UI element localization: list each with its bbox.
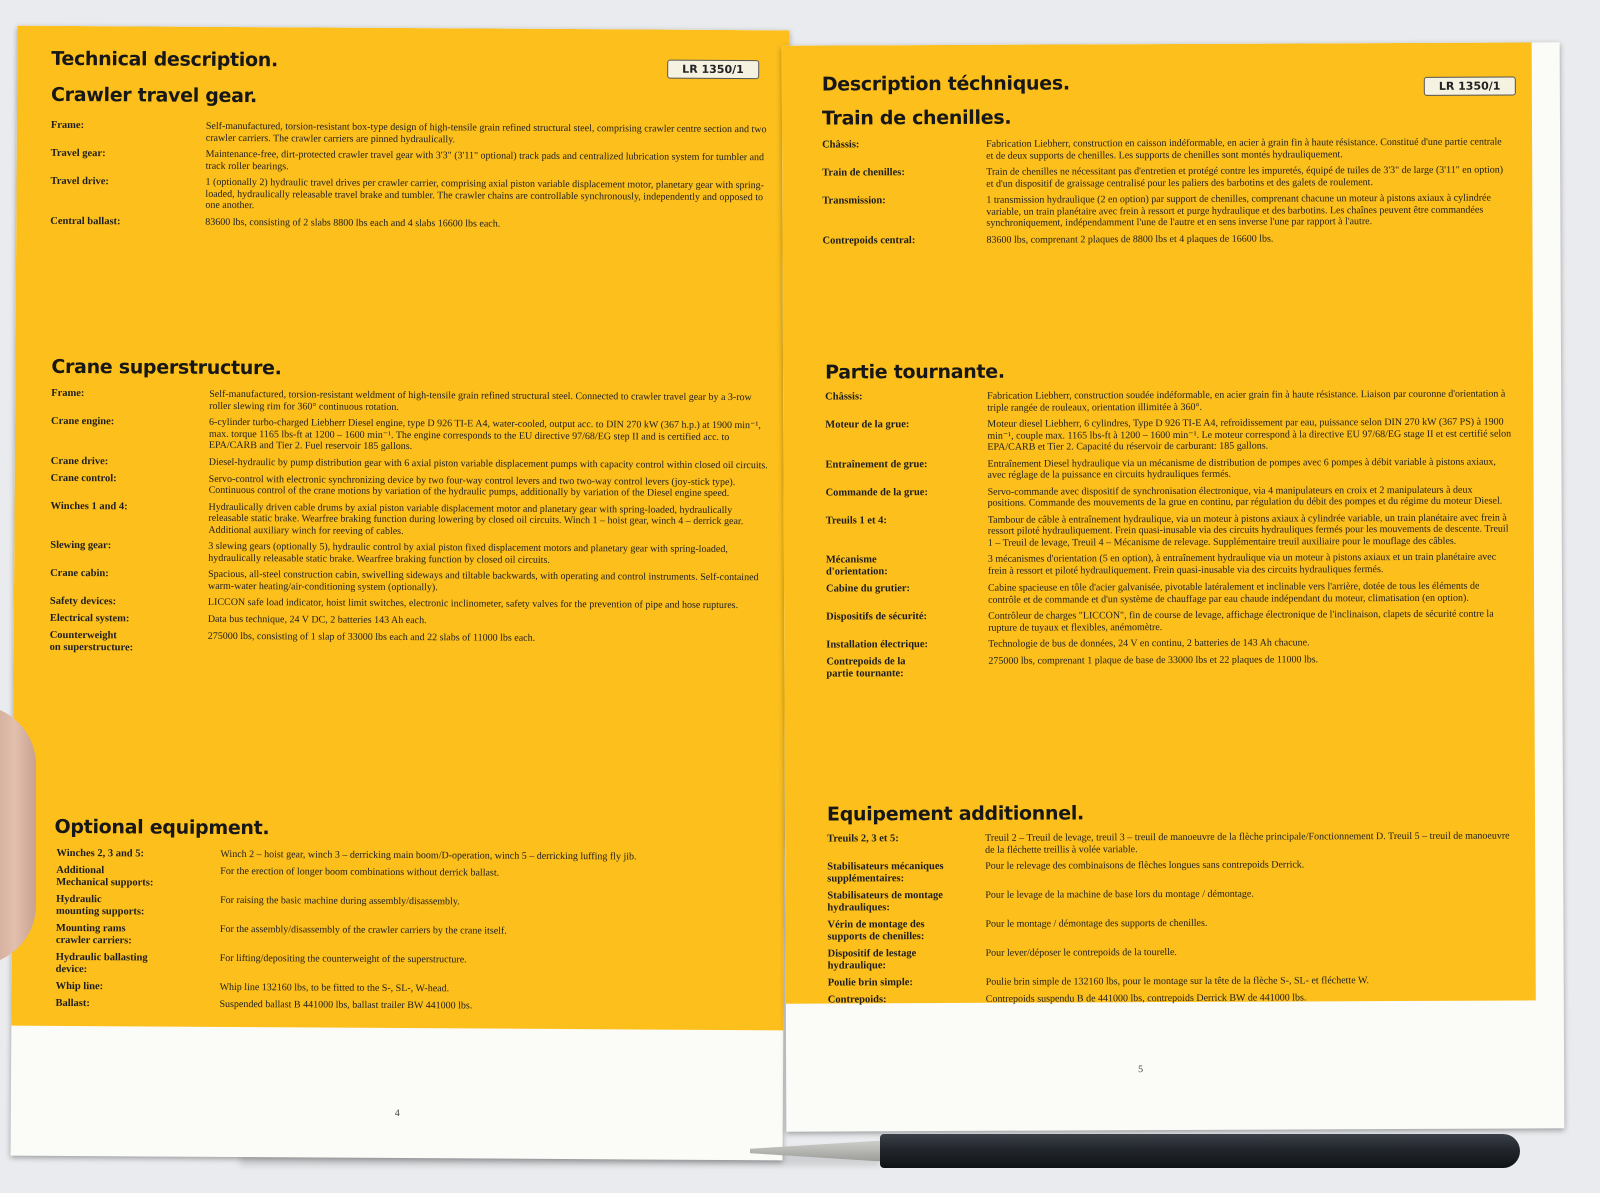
spec-label: Stabilisateurs de montage hydrauliques: — [827, 890, 943, 914]
spec-row — [826, 581, 1512, 607]
spec-value: Pour le levage de la machine de base lors du montage / démontage. — [985, 888, 1254, 901]
spec-value: Fabrication Liebherr, construction en caisson indéformable, en acier à grain fin à haute résistance. Constitué d'une partie centrale et de deux supports de chenilles. Les supports de chenilles sont montés hydrauliquement. — [986, 136, 1502, 162]
spec-row — [825, 389, 1511, 415]
spec-label: Entraînement de grue: — [825, 458, 928, 471]
spec-value: For lifting/depositing the counterweight of the superstructure. — [219, 952, 467, 966]
spec-label: Crane cabin: — [50, 567, 109, 580]
spec-value: 83600 lbs, consisting of 2 slabs 8800 lbs each and 4 slabs 16600 lbs each. — [205, 216, 501, 230]
spec-label: Transmission: — [822, 195, 886, 207]
spec-value: 83600 lbs, comprenant 2 plaques de 8800 lbs et 4 plaques de 16600 lbs. — [986, 233, 1274, 246]
spec-label: Frame: — [51, 387, 85, 400]
spec-value: LICCON safe load indicator, hoist limit switches, electronic inclinometer, safety valves for the prevention of pipe and hose ruptures. — [207, 596, 739, 612]
spec-label: Additional Mechanical supports: — [56, 864, 154, 889]
spec-label: Frame: — [50, 119, 85, 132]
spec-label: Dispositif de lestage hydraulique: — [827, 948, 917, 972]
spec-label: Vérin de montage des supports de chenilles: — [827, 919, 925, 943]
spec-row — [56, 981, 766, 997]
spec-label: Commande de la grue: — [825, 486, 928, 499]
right-title-train: Train de chenilles. — [821, 106, 1012, 130]
spec-value: Diesel-hydraulic by pump distribution gear with 6 axial piston variable displacement pumps with capacity control within closed oil circuits. — [208, 456, 768, 471]
spec-row — [51, 148, 771, 175]
spec-row — [826, 484, 1512, 510]
spec-row — [56, 952, 766, 980]
spec-row — [50, 596, 768, 612]
spec-label: Contrepoids central: — [822, 234, 916, 247]
spec-row — [50, 176, 770, 215]
right-optional-specs — [827, 831, 1514, 1012]
spec-label: Châssis: — [822, 139, 860, 151]
spec-label: Train de chenilles: — [822, 167, 905, 179]
spec-row — [825, 417, 1511, 454]
spec-value: 275000 lbs, comprenant 1 plaque de base de 33000 lbs et 22 plaques de 11000 lbs. — [988, 654, 1319, 667]
spec-label: Central ballast: — [50, 215, 121, 227]
spec-value: For the erection of longer boom combinations without derrick ballast. — [220, 865, 500, 879]
spec-label: Dispositifs de sécurité: — [826, 611, 928, 623]
spec-row — [822, 193, 1510, 231]
spec-row — [50, 630, 768, 658]
right-title-equipement: Equipement additionnel. — [826, 802, 1085, 826]
spec-value: Data bus technique, 24 V DC, 2 batteries 143 Ah each. — [207, 613, 427, 627]
spec-value: Self-manufactured, torsion-resistant weldment of high-tensile grain refined structural steel. Connected to crawler travel gear by a 3-row roller slewing rim for 360° continuous rotation. — [209, 388, 752, 413]
left-crane-specs — [50, 388, 770, 663]
right-title-description: Description téchniques. — [821, 72, 1070, 96]
spec-value: Spacious, all-steel construction cabin, swivelling sideways and tiltable backwards, with operating and control instruments. Self-contained warm-water heating/air-conditioning system (optionally). — [208, 568, 759, 593]
spec-row — [50, 500, 768, 539]
spec-label: Slewing gear: — [50, 539, 112, 552]
spec-label: Electrical system: — [49, 612, 130, 625]
spec-row — [828, 946, 1514, 973]
left-page-number: 4 — [394, 1107, 400, 1120]
spec-row — [50, 215, 770, 231]
spec-value: Poulie brin simple de 132160 lbs, pour le montage sur la tête de la flèche S-, SL- et fléchette W. — [985, 975, 1369, 988]
spec-row — [826, 512, 1512, 549]
left-page — [11, 26, 790, 1161]
spec-value: Train de chenilles ne nécessitant pas d'entretien et protégé contre les impuretés, équipé de tuiles de 3'3" de large (3'11" en option) et d'un dispositif de graissage centralisé pour les paliers des barbotins et des galets de roulement. — [986, 164, 1504, 190]
right-crane-specs — [825, 389, 1512, 686]
pen — [880, 1134, 1520, 1168]
thumb — [0, 705, 36, 965]
spec-label: Mounting rams crawler carriers: — [55, 922, 132, 947]
spec-value: Maintenance-free, dirt-protected crawler travel gear with 3'3" (3'11" optional) track pads and centralized lubrication system for tumbler and track roller bearings. — [205, 148, 765, 172]
spec-row — [826, 609, 1512, 635]
right-white-strip — [786, 1000, 1565, 1131]
spec-label: Travel drive: — [50, 175, 109, 188]
spec-row — [826, 552, 1512, 579]
spec-value: Entraînement Diesel hydraulique via un mécanisme de distribution de pompes avec 6 pompes à débit variable à pistons axiaux, avec réglage de la puissance en circuits hydrauliques fermés. — [987, 456, 1496, 481]
spec-value: 275000 lbs, consisting of 1 slap of 33000 lbs each and 22 slabs of 11000 lbs each. — [207, 630, 536, 644]
right-page — [782, 42, 1565, 1131]
spec-label: Poulie brin simple: — [827, 977, 913, 989]
spec-label: Travel gear: — [50, 147, 106, 160]
left-model-badge: LR 1350/1 — [667, 60, 759, 80]
right-crawler-specs — [822, 137, 1510, 253]
spec-row — [827, 831, 1513, 857]
spec-row — [827, 859, 1513, 886]
spec-row — [51, 416, 769, 455]
spec-row — [56, 923, 766, 951]
spec-value: 1 (optionally 2) hydraulic travel drives per crawler carrier, comprising axial piston variable displacement motor, planetary gear with spring-loaded, hydraulically releasable travel brake and tumbler. The crawler chains are controllable synchronously, independently and opposed to one another. — [205, 176, 764, 212]
spec-row — [827, 888, 1513, 915]
spec-label: Contrepoids: — [827, 994, 887, 1006]
spec-label: Mécanisme d'orientation: — [825, 554, 888, 578]
spec-row — [56, 894, 766, 922]
spec-row — [50, 568, 768, 595]
spec-row — [50, 540, 768, 567]
spec-value: Pour lever/déposer le contrepoids de la tourelle. — [985, 946, 1177, 959]
spec-value: Servo-control with electronic synchronizing device by two four-way control levers and two two-way control levers (joy-stick type). Continuous control of the crane motions by variation of the hydraulic pumps, additionally by variation of the Diesel engine speed. — [208, 473, 736, 500]
spec-label: Châssis: — [825, 391, 863, 403]
spec-value: Cabine spacieuse en tôle d'acier galvanisée, pivotable latéralement et inclinable vers l'arrière, dotée de tous les éléments de contrôle et de commande et d'un système de chauffage par eau chaude indépendant du moteur, climatisation (en option). — [987, 580, 1480, 606]
spec-row — [826, 637, 1512, 652]
spec-value: 1 transmission hydraulique (2 en option) par support de chenilles, comprenant chacune un moteur à pistons axiaux à cylindrée variable, un train planétaire avec frein à ressort et purge hydraulique et des barbotins. Les chaînes peuvent être commandées synchroniquement, indépendamment l'une de l'autre et en sens inverse l'une par rapport à l'autre. — [986, 192, 1491, 229]
spec-label: Hydraulic ballasting device: — [55, 951, 148, 976]
spec-label: Installation électrique: — [826, 639, 929, 651]
left-optional-specs — [55, 848, 766, 1019]
spec-label: Winches 1 and 4: — [50, 500, 128, 512]
spec-value: 6-cylinder turbo-charged Liebherr Diesel engine, type D 926 TI-E A4, water-cooled, output acc. to DIN 270 kW (367 h.p.) at 1900 min⁻¹, max. torque 1165 lbs-ft at 1200 – 1600 min⁻¹. The engine corresponds to the EU directive 97/68/EG step II and is certified acc. to EPA/CARB and Tier 2. Fuel reservoir 185 gallons. — [208, 416, 761, 453]
spec-label: Crane engine: — [51, 415, 115, 428]
left-title-optional: Optional equipment. — [54, 815, 270, 840]
spec-row — [56, 865, 766, 893]
spec-value: Servo-commande avec dispositif de synchronisation électronique, via 4 manipulateurs en croix et 2 manipulateurs à deux positions. Commande des mouvements de la grue en continu, par régulation du débit des pompes et du régime du moteur Diesel. — [987, 484, 1503, 509]
spec-row — [825, 456, 1511, 482]
left-crawler-specs — [50, 120, 771, 237]
spec-value: 3 mécanismes d'orientation (5 en option), à entraînement hydraulique via un moteur à pistons axiaux et un train planétaire avec frein à ressort et piloté hydrauliquement. Frein quasi-inusable via des circuits hydrauliques fermés. — [987, 551, 1497, 577]
spec-label: Stabilisateurs mécaniques supplémentaires: — [827, 861, 944, 885]
spec-row — [822, 137, 1510, 163]
right-title-partie: Partie tournante. — [825, 360, 1005, 384]
spec-row — [51, 455, 769, 471]
spec-row — [826, 654, 1512, 681]
spec-label: Safety devices: — [49, 595, 117, 608]
spec-label: Treuils 2, 3 et 5: — [827, 833, 899, 845]
spec-value: For the assembly/disassembly of the crawler carriers by the crane itself. — [219, 923, 507, 937]
spec-label: Counterweight on superstructure: — [49, 629, 134, 654]
spec-row — [822, 232, 1510, 247]
spec-label: Crane drive: — [50, 455, 109, 467]
spec-value: Pour le relevage des combinaisons de flèches longues sans contrepoids Derrick. — [985, 859, 1305, 872]
right-model-badge: LR 1350/1 — [1424, 77, 1516, 96]
left-title-superstructure: Crane superstructure. — [51, 355, 282, 380]
spec-row — [50, 613, 768, 629]
spec-label: Cabine du grutier: — [825, 583, 911, 595]
left-white-strip — [11, 1026, 784, 1161]
spec-row — [828, 975, 1514, 990]
spec-value: Fabrication Liebherr, construction soudée indéformable, en acier grain fin à haute résistance. Liaison par couronne d'orientation à triple rangée de rouleaux, orientation illimitée à 360°. — [987, 388, 1506, 414]
spec-label: Whip line: — [55, 980, 104, 993]
spec-value: Tambour de câble à entraînement hydraulique, via un moteur à pistons axiaux à cylindrée variable, un train planétaire avec frein à ressort piloté hydrauliquement. Frein quasi-inusable via des circuits hydrauliques fermés pour les mouvements de descente. Treuil 1 – Treuil de levage, Treuil 4 – Mécanisme de relevage. Supplémentaire treuil auxiliaire pour le mouflage des câbles. — [987, 512, 1509, 549]
left-title-technical: Technical description. — [51, 47, 279, 72]
spec-value: Contrôleur de charges "LICCON", fin de course de levage, affichage électronique de l'inclinaison, clapets de sécurité contre la rupture de tuyaux et flexibles, anémomètre. — [988, 608, 1494, 634]
spec-row — [51, 388, 769, 415]
spec-value: Suspended ballast B 441000 lbs, ballast trailer BW 441000 lbs. — [219, 998, 473, 1012]
spec-value: Contrepoids suspendu B de 441000 lbs, contrepoids Derrick BW de 441000 lbs. — [985, 992, 1307, 1005]
spec-value: Hydraulically driven cable drums by axial piston variable displacement motor and planetary gear with spring-loaded, hydraulically releasable static brake. Wearfree braking function during lowering by closed oil circuits. Winch 1 – hoist gear, winch 4 – derrick gear. Additional auxiliary winch for reeving of cables. — [208, 501, 744, 537]
spec-row — [55, 998, 765, 1014]
spec-label: Hydraulic mounting supports: — [56, 893, 145, 918]
right-page-number: 5 — [1138, 1064, 1144, 1076]
spec-label: Treuils 1 et 4: — [825, 514, 887, 527]
left-title-crawler: Crawler travel gear. — [50, 83, 258, 108]
spec-value: 3 slewing gears (optionally 5), hydraulic control by axial piston fixed displacement motors and planetary gear with spring-loaded, hydraulically releasable static brake. Wearfree braking function by closed oil circuits. — [208, 540, 728, 566]
spec-label: Ballast: — [55, 997, 90, 1010]
spec-value: Pour le montage / démontage des supports de chenilles. — [985, 917, 1208, 930]
spec-label: Moteur de la grue: — [825, 419, 910, 431]
spec-label: Winches 2, 3 and 5: — [56, 847, 145, 860]
spec-value: Treuil 2 – Treuil de levage, treuil 3 – treuil de manoeuvre de la flèche principale/Fonctionnement D. Treuil 5 – treuil de manoeuvre de la fléchette treillis à volée variable. — [985, 830, 1510, 856]
spec-value: Winch 2 – hoist gear, winch 3 – derricking main boom/D-operation, winch 5 – derricking luffing fly jib. — [220, 848, 637, 863]
spec-label: Contrepoids de la partie tournante: — [826, 656, 906, 680]
spec-row — [827, 917, 1513, 944]
spec-label: Crane control: — [50, 472, 117, 484]
spec-value: Whip line 132160 lbs, to be fitted to the S-, SL-, W-head. — [219, 981, 450, 995]
spec-value: For raising the basic machine during assembly/disassembly. — [220, 894, 460, 908]
spec-row — [822, 165, 1510, 191]
spec-value: Technologie de bus de données, 24 V en continu, 2 batteries de 143 Ah chacune. — [988, 637, 1310, 650]
spec-row — [51, 472, 769, 499]
spec-value: Self-manufactured, torsion-resistant box-type design of high-tensile grain refined structural steel, comprising crawler centre section and two crawler carriers. The crawler carriers are pinned hydraulically. — [205, 120, 767, 145]
spec-value: Moteur diesel Liebherr, 6 cylindres, Type D 926 TI-E A4, refroidissement par eau, puissance selon DIN 270 kW (367 PS) à 1900 min⁻¹, couple max. 1165 lbs-ft à 1200 – 1600 min⁻¹. Le moteur correspond à la directive EU 97/68/EG stage II et est certifié selon EPA/CARB et Tier 2. Capacité du réservoir de carburant: 185 gallons. — [987, 416, 1512, 453]
spec-row — [51, 120, 771, 147]
